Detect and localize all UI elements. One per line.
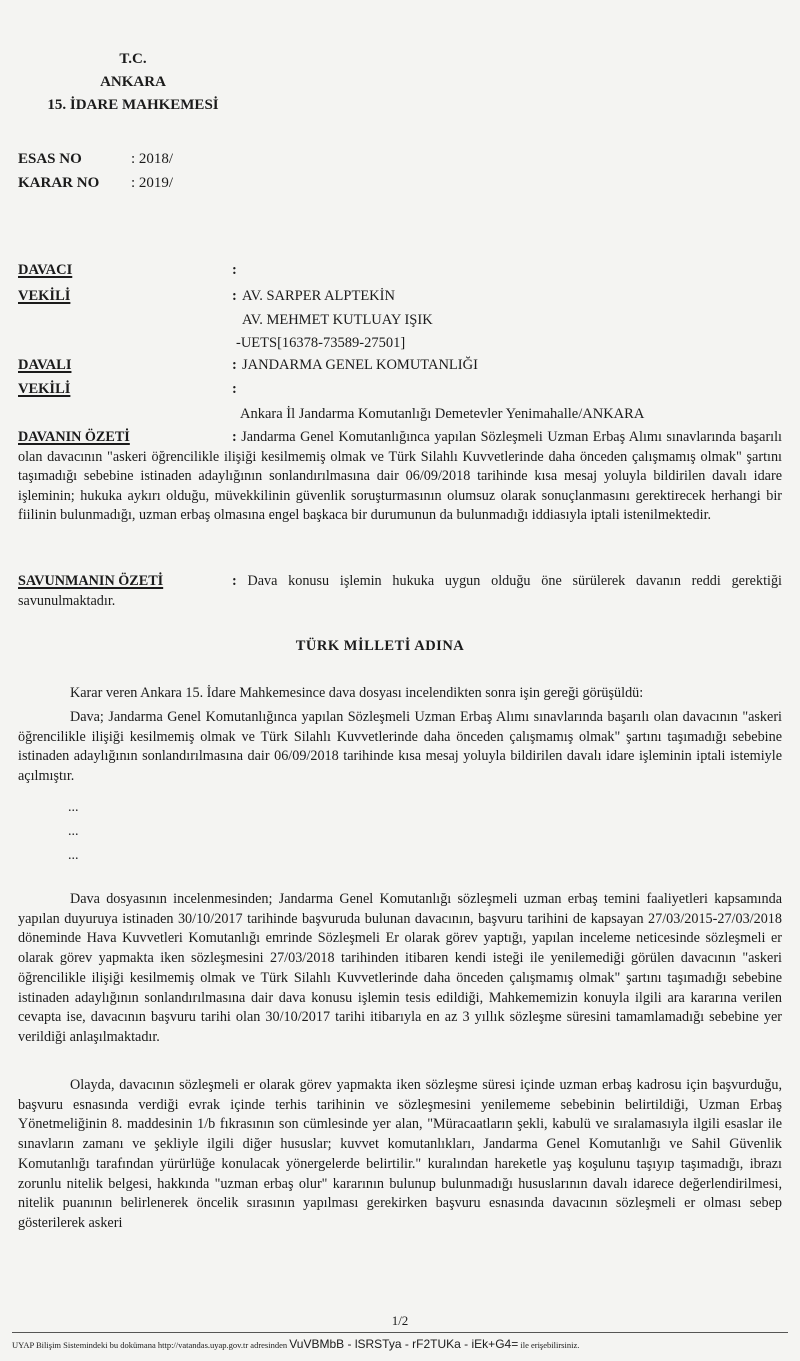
party-davali [18, 354, 478, 376]
davali-colon: : [232, 357, 237, 373]
vekili2-colon: : [232, 381, 237, 397]
vekili1-second-lawyer: AV. MEHMET KUTLUAY IŞIK [242, 312, 433, 328]
karar-row [18, 171, 173, 195]
ellipsis-2: ... [68, 824, 79, 839]
davali-value: JANDARMA GENEL KOMUTANLIĞI [242, 357, 478, 373]
body-paragraph-4: Olayda, davacının sözleşmeli er olarak görev yapmakta iken sözleşme süresi içinde uzman erbaş kadrosu için başvurduğu, başvuru esnasında verdiği evrak içinde terhis tarihinin ve sözleşmesini yenilememe sebebinin belirtildiği, Uzman Erbaş Yönetmeliğinin 8. maddesinin 1/b fıkrasının son cümlesinde yer alan, "Müracaatların şekli, kabulü ve sıralamasıyla ilgili esaslar ile sınavların zamanı ve şekliyle ilgili diğer hususlar; kuvvet komutanlıkları, Jandarma Genel Komutanlığı ve Sahil Güvenlik Komutanlığı tarafından yürürlüğe konulacak yönergelerde belirtilir." kuralından hareketle yaş koşulunu taşıyıp taşımadığı, ibrazı zorunlu nitelik belgesi, hakkında "uzman erbaş olur" kararının bulunup bulunmadığı hususlarının davalı idarece değerlendirilmesi, nitelik puanının belirlenerek öncelik sırasının yapılması gerekirken başvuru esnasında davacının sözleşmeli er olması sebep gösterilerek askeri [18, 1077, 782, 1231]
savunma-summary-colon: : [232, 573, 237, 589]
body-paragraph-2: Dava; Jandarma Genel Komutanlığınca yapılan Sözleşmeli Uzman Erbaş Alımı sınavlarında başarılı olan davacının "askeri öğrencilikle ilişiği kesilmemiş olmak ve Türk Silahlı Kuvvetlerinde daha önceden çalışmamış olmak" şartını taşımadığı sebebine istinaden adaylığının sonlandırılmasına dair 06/09/2018 tarihinde kısa mesaj yoluyla bildirilen davalı idare işleminin iptali istemiyle açılmıştır. [18, 709, 782, 785]
section-title: TÜRK MİLLETİ ADINA [295, 638, 465, 654]
esas-value: : 2018/ [131, 151, 174, 167]
davaci-label: DAVACI [18, 262, 73, 278]
page-number: 1/2 [391, 1313, 409, 1328]
vekili1-uets: -UETS[16378-73589-27501] [236, 335, 406, 351]
savunma-summary-text: Dava konusu işlemin hukuka uygun olduğu öne sürülerek davanın reddi gerektiği savunulmaktadır. [18, 573, 782, 609]
ellipsis-1: ... [68, 800, 79, 815]
footer [12, 1337, 579, 1351]
dava-summary-label: DAVANIN ÖZETİ [18, 429, 130, 445]
vekili1-value: AV. SARPER ALPTEKİN [242, 288, 395, 304]
esas-label: ESAS NO [18, 151, 82, 167]
file-numbers [18, 147, 173, 195]
davaci-colon: : [232, 262, 237, 278]
court-header [18, 48, 248, 117]
savunma-summary-label: SAVUNMANIN ÖZETİ [18, 573, 164, 589]
dava-summary-colon: : [232, 429, 237, 445]
footer-suffix: ile erişebilirsiniz. [520, 1340, 580, 1350]
dava-summary [18, 428, 782, 526]
karar-value: : 2019/ [131, 175, 174, 191]
party-vekili-2 [18, 378, 242, 400]
esas-row [18, 147, 173, 171]
body-paragraph-1: Karar veren Ankara 15. İdare Mahkemesince dava dosyası incelendikten sonra işin gereği görüşüldü: [70, 685, 644, 701]
davali-address: Ankara İl Jandarma Komutanlığı Demetevler Yenimahalle/ANKARA [240, 406, 645, 422]
party-davaci [18, 259, 242, 281]
dava-summary-text: Jandarma Genel Komutanlığınca yapılan Sözleşmeli Uzman Erbaş Alımı sınavlarında başarılı olan davacının "askeri öğrencilikle ilişiği kesilmemiş olmak ve Türk Silahlı Kuvvetlerinde daha önceden çalışmamış olmak" şartını taşımadığı sebebine istinaden adaylığının sonlandırılmasına dair 06/09/2018 tarihinde kısa mesaj yoluyla bildirilen davalı idare işleminin; hukuka aykırı olduğu, müvekkilinin güvenlik soruşturmasının olumsuz olarak sonuçlanmasını gerektirecek herhangi bir fiilinin bulunmadığı, uzman erbaş olmasına engel başkaca bir durumunun da bulunmadığı iddiasıyla iptali istenilmektedir. [18, 429, 782, 524]
savunma-summary [18, 572, 782, 611]
body-paragraph-3: Dava dosyasının incelenmesinden; Jandarma Genel Komutanlığı sözleşmeli uzman erbaş temini faaliyetleri kapsamında yapılan duyuruya istinaden 30/10/2017 tarihinde başvuruda bulunan davacının, başvuru tarihini de kapsayan 27/03/2015-27/03/2018 döneminde Hava Kuvvetleri Komutanlığı emrinde Sözleşmeli Er olarak görev yaptığı, yapılan inceleme neticesinde sözleşmeli er olarak görev yapmakta iken sözleşmesini 27/03/2018 tarihinden itibaren kendi isteği ile yenilemediği görülen davacının "askeri öğrencilikle ilişiği kesilmemiş olmak ve Türk Silahlı Kuvvetlerinde daha önceden çalışmamış olmak" şartını taşımadığı sebebine istinaden adaylığının sonlandırılmasına dair dava konusu işlemin tesis edildiği, Mahkememizin konuyla ilgili ara kararına verilen cevapta ise, davacının başvuru tarihi olan 30/10/2017 tarihi itibarıyla en az 3 yıllık sözleşme süresini tamamlamadığı sebebine yer verildiği anlaşılmaktadır. [18, 891, 782, 1045]
vekili1-label: VEKİLİ [18, 288, 71, 304]
header-tc: T.C. [119, 51, 147, 67]
vekili2-label: VEKİLİ [18, 381, 71, 397]
header-court: 15. İDARE MAHKEMESİ [47, 97, 219, 113]
header-city: ANKARA [100, 74, 166, 90]
footer-prefix: UYAP Bilişim Sistemindeki bu dokümana http://vatandas.uyap.gov.tr adresinden [12, 1340, 288, 1350]
davali-label: DAVALI [18, 357, 72, 373]
vekili1-colon: : [232, 288, 237, 304]
karar-label: KARAR NO [18, 175, 100, 191]
ellipsis-3: ... [68, 848, 79, 863]
footer-code: VuVBMbB - lSRSTya - rF2TUKa - iEk+G4= [289, 1337, 519, 1351]
footer-divider [12, 1332, 788, 1333]
party-vekili-1 [18, 285, 395, 307]
